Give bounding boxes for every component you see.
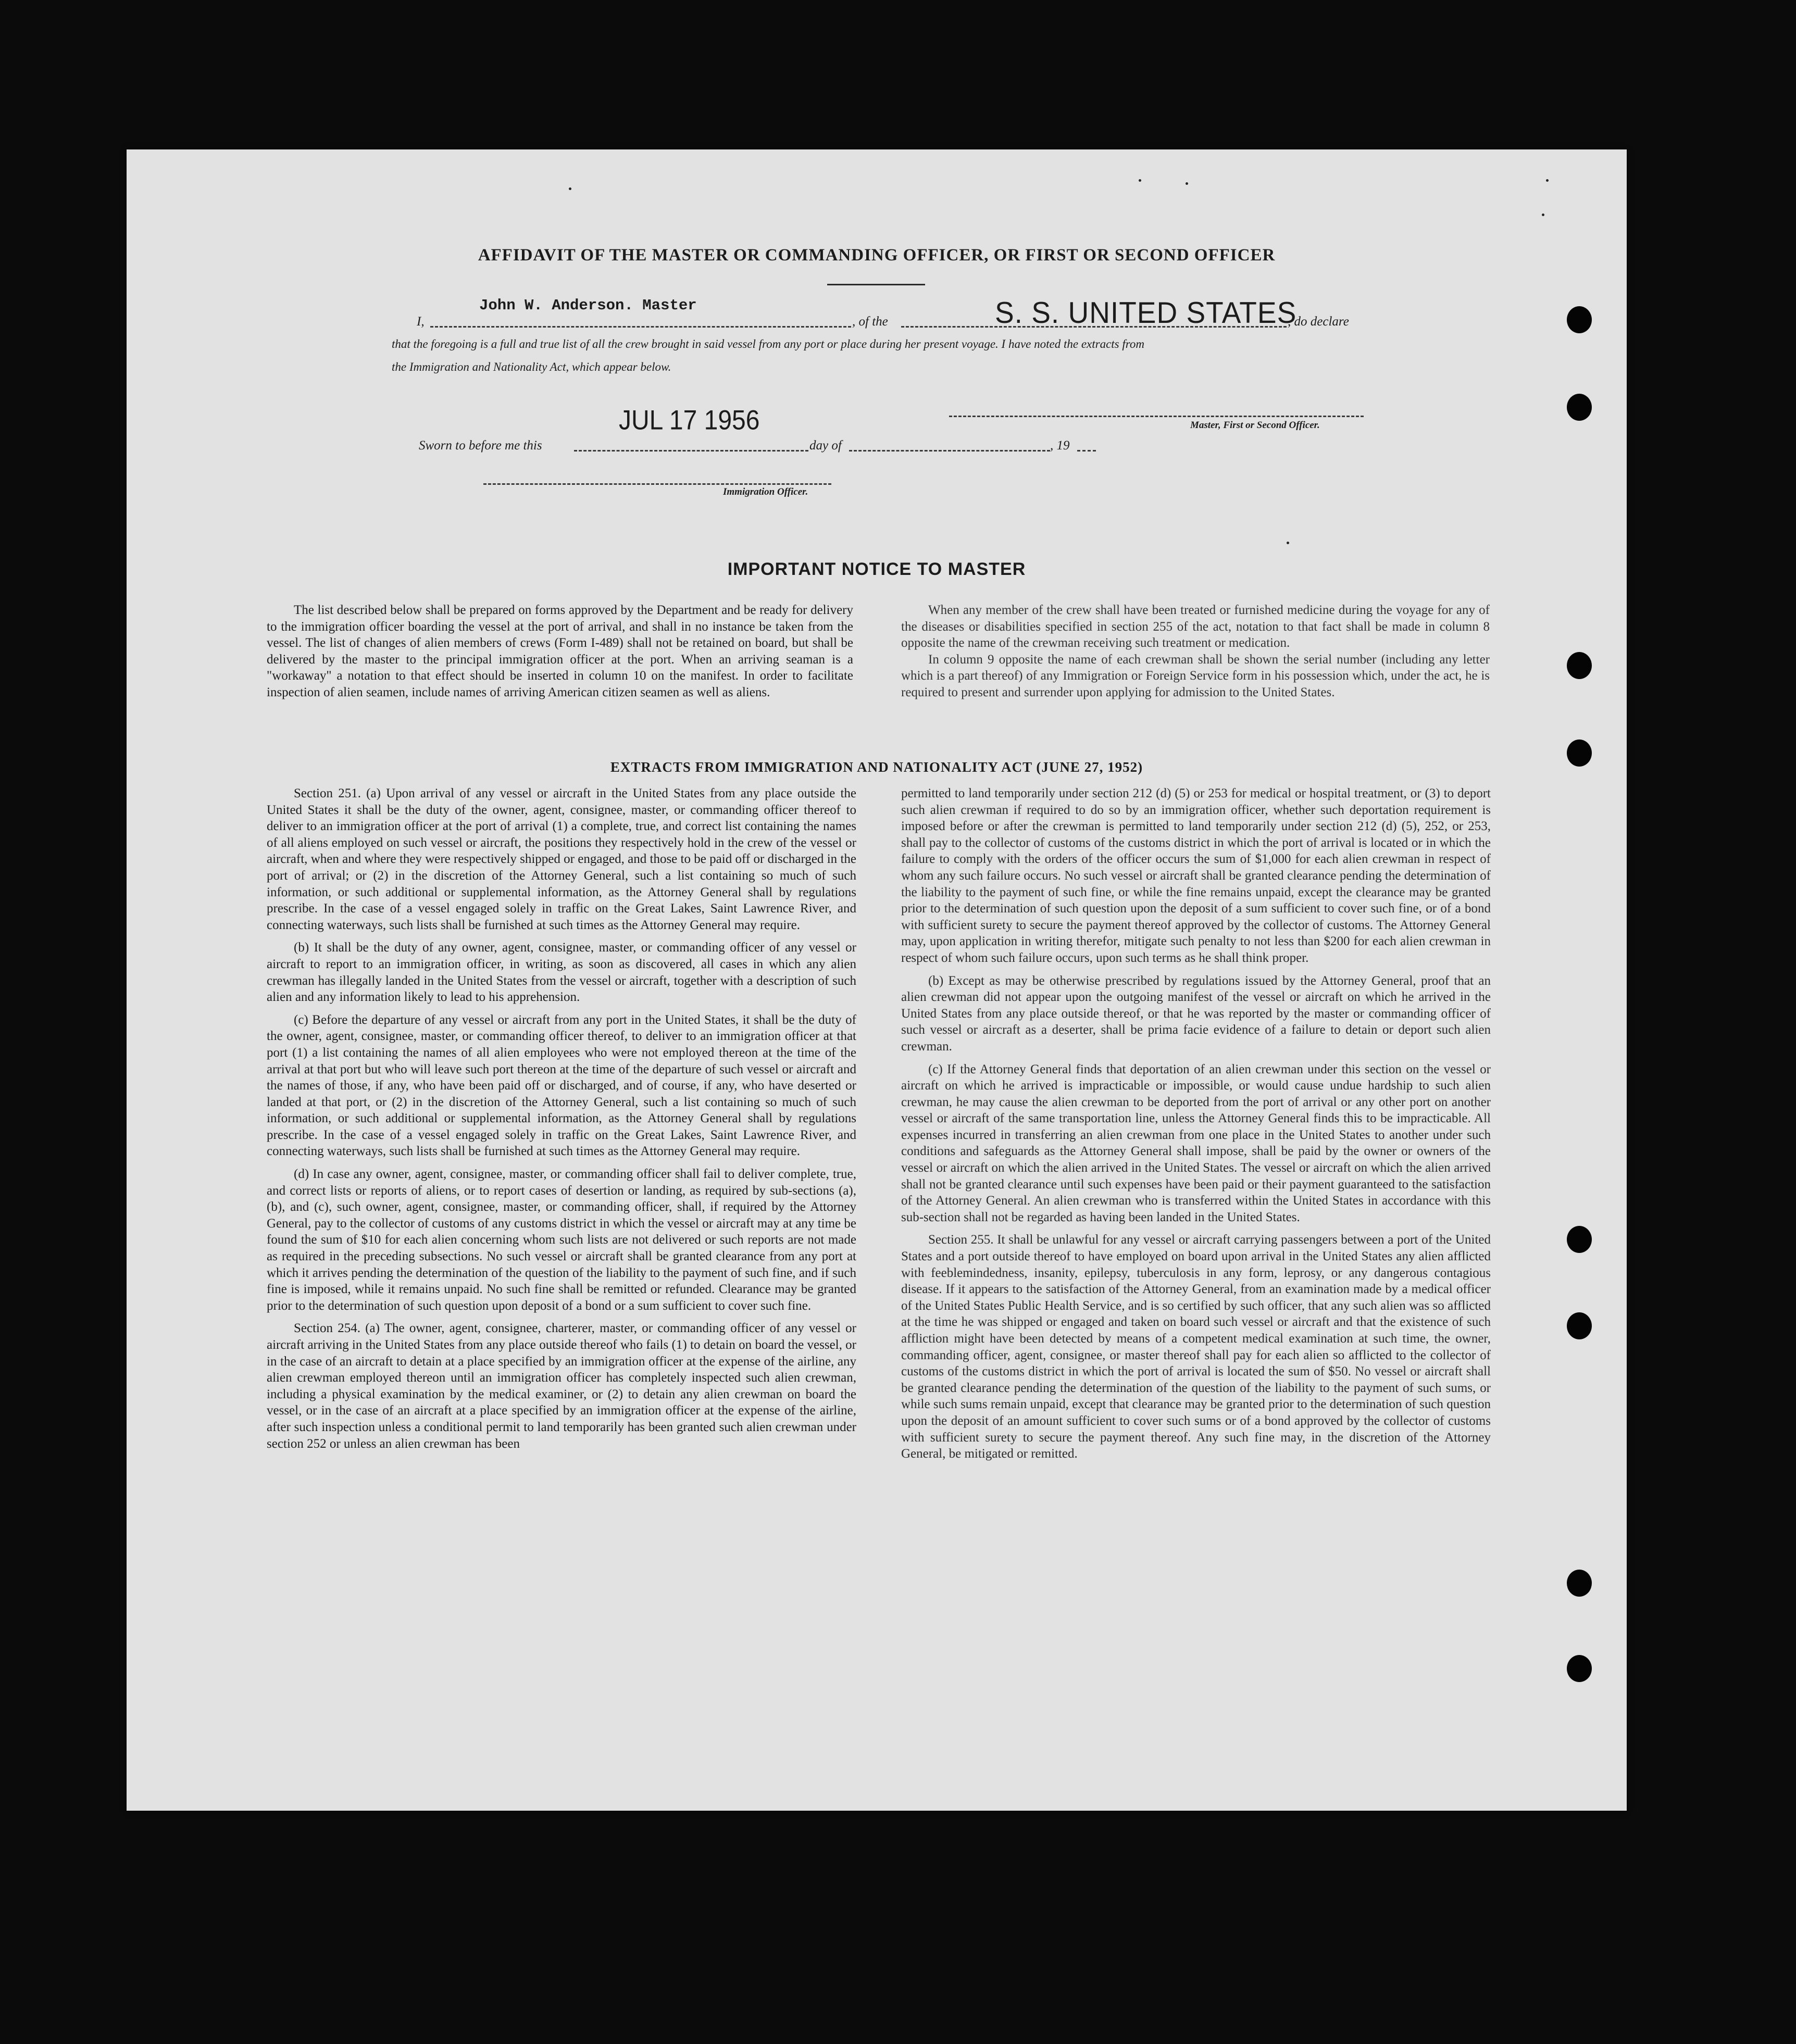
vessel-stamp: S. S. UNITED STATES: [995, 295, 1297, 330]
declaration-line-2: the Immigration and Nationality Act, which appear below.: [392, 360, 671, 373]
extracts-title: EXTRACTS FROM IMMIGRATION AND NATIONALITY ACT (JUNE 27, 1952): [610, 759, 1143, 775]
notice-right-paragraph-2: In column 9 opposite the name of each crewman shall be shown the serial number (including any letter which is a part thereof) of any Immigration or Foreign Service form in his possession which, under the act, he is required to present and surrender upon applying for admission to the United States.: [901, 652, 1490, 699]
binder-hole: [1567, 1570, 1592, 1597]
typed-name: John W. Anderson. Master: [479, 297, 697, 314]
binder-hole: [1567, 652, 1592, 679]
section-255: Section 255. It shall be unlawful for any vessel or aircraft carrying passengers between a port of the United States and a port outside thereof to have employed on board upon arrival in the United States any alien afflicted with feeblemindedness, insanity, epilepsy, tuberculosis in any form, leprosy, or any dangerous contagious disease. If it appears to the satisfaction of the Attorney General, from an examination made by a medical officer of the United States Public Health Service, and is so certified by such officer, that any such alien was so afflicted at the time he was shipped or engaged and taken on board such vessel or aircraft and that the existence of such affliction might have been detected by means of a competent medical examination at such time, the owner, commanding officer, agent, consignee, or master thereof shall pay for each alien so afflicted to the collector of customs of the customs district in which the port of arrival is located the sum of $50. No vessel or aircraft shall be granted clearance pending the determination of the question of the liability to the payment of such sums, or while such sums remain unpaid, except that clearance may be granted prior to the determination of such question upon the deposit of an amount sufficient to cover such sums or of a bond approved by the collector of customs with sufficient surety to secure the payment thereof. Any such fine may, in the discretion of the Attorney General, be mitigated or remitted.: [901, 1233, 1491, 1461]
section-251d: (d) In case any owner, agent, consignee, master, or commanding officer shall fail to deliver complete, true, and correct lists or reports of aliens, or to report cases of desertion or landing, as required by sub-sections (a), (b), and (c), such owner, agent, consignee, master, or commanding officer, shall, if required by the Attorney General, pay to the collector of customs of any customs district in which the vessel or aircraft may at any time be found the sum of $10 for each alien concerning whom such lists are not delivered or such reports are not made as required in the preceding subsections. No such vessel or aircraft shall be granted clearance from any port at which it arrives pending the determination of the question of the liability to the payment of such fine, and if such fine is imposed, while it remains unpaid. No such fine shall be remitted or refunded. Clearance may be granted prior to the determination of such question upon deposit of a bond or a sum sufficient to cover such fine.: [267, 1167, 856, 1313]
date-stamp: JUL 17 1956: [619, 405, 760, 436]
speck: [1542, 214, 1544, 216]
sworn-month-line: [849, 450, 1050, 452]
section-254a: Section 254. (a) The owner, agent, consignee, charterer, master, or commanding officer of any vessel or aircraft arriving in the United States from any place outside thereof who fails (1) to detain on board the vessel, or in the case of an aircraft to detain at a place specified by an immigration officer at the expense of the airline, any alien crewman employed thereon until an immigration officer has completely inspected such alien crewman, including a physical examination by the medical examiner, or (2) to detain any alien crewman on board the vessel, or in the case of an aircraft at a place specified by an immigration officer at the expense of the airline, after such inspection unless a conditional permit to land temporarily has been granted such alien crewman under section 252 or unless an alien crewman has been: [267, 1321, 856, 1451]
section-254c: (c) If the Attorney General finds that deportation of an alien crewman under this section on the vessel or aircraft on which he arrived is impracticable or impossible, or would cause undue hardship to such alien crewman, he may cause the alien crewman to be deported from the port of arrival or any other port on another vessel or aircraft of the same transportation line, unless the Attorney General finds this to be impracticable. All expenses incurred in transferring an alien crewman from one place in the United States to another under such conditions and safeguards as the Attorney General shall impose, shall be paid by the owner or owners of the vessel or aircraft on which the alien arrived in the United States. The vessel or aircraft on which the alien arrived shall not be granted clearance until such expenses have been paid or their payment guaranteed to the satisfaction of the Attorney General. An alien crewman who is transferred within the United States in accordance with this sub-section shall not be regarded as having been landed in the United States.: [901, 1062, 1491, 1224]
binder-hole: [1567, 1655, 1592, 1682]
section-251a: Section 251. (a) Upon arrival of any vessel or aircraft in the United States from any place outside the United States it shall be the duty of the owner, agent, consignee, master, or commanding officer thereof to deliver to an immigration officer at the port of arrival (1) a complete, true, and correct list containing the names of all aliens employed on such vessel or aircraft, the positions they respectively hold in the crew of the vessel or aircraft, when and where they were respectively shipped or engaged, and those to be paid off or discharged in the port of arrival; or (2) in the discretion of the Attorney General, such a list containing so much of such information, or such additional or supplemental information, as the Attorney General shall by regulations prescribe. In the case of a vessel engaged solely in traffic on the Great Lakes, Saint Lawrence River, and connecting waterways, such lists shall be furnished at such times as the Attorney General may require.: [267, 786, 856, 932]
section-251b: (b) It shall be the duty of any owner, agent, consignee, master, or commanding officer of any vessel or aircraft to report to an immigration officer, in writing, as soon as discovered, all cases in which any alien crewman has illegally landed in the United States from the vessel or aircraft, together with a description of such alien and any information likely to lead to his apprehension.: [267, 941, 856, 1005]
notice-left-column: [267, 602, 853, 707]
name-line: [430, 326, 851, 328]
binder-hole: [1567, 394, 1592, 421]
section-254a-continued: permitted to land temporarily under section 212 (d) (5) or 253 for medical or hospital treatment, or (3) to deport such alien crewman if required to do so by an immigration officer, whether such deportation requirement is imposed before or after the crewman is permitted to land temporarily under section 212 (d) (5), 252, or 253, shall pay to the collector of customs of the customs district in which the port of arrival is located or in which the failure to comply with the orders of the officer occurs the sum of $1,000 for each alien crewman in respect of whom any such failure occurs. No such vessel or aircraft shall be granted clearance pending the determination of the liability to the payment of such fine, or while the fine remains unpaid, except the clearance may be granted prior to the determination of such question upon the deposit of a sum sufficient to cover such fine, or of a bond with sufficient surety to secure the payment thereof approved by the collector of customs. The Attorney General may, upon application in writing therefor, mitigate such penalty to not less than $200 for each alien crewman in respect of whom such failure occurs, upon such terms as he shall think proper.: [901, 786, 1491, 965]
master-signature-label: Master, First or Second Officer.: [1190, 420, 1320, 431]
speck: [569, 187, 571, 190]
speck: [1186, 182, 1188, 185]
sworn-day-line: [574, 450, 808, 452]
notice-title: IMPORTANT NOTICE TO MASTER: [727, 559, 1026, 579]
title-underline: [827, 284, 925, 285]
sworn-label: Sworn to before me this: [419, 438, 542, 453]
year-prefix: , 19: [1050, 438, 1070, 453]
affidavit-title: AFFIDAVIT OF THE MASTER OR COMMANDING OFFICER, OR FIRST OR SECOND OFFICER: [478, 246, 1276, 265]
extracts-right-column: [901, 785, 1491, 1469]
year-line: [1077, 450, 1096, 452]
extracts-left-column: [267, 785, 856, 1458]
speck: [1139, 179, 1141, 182]
binder-hole: [1567, 1226, 1592, 1253]
master-signature-line: [949, 416, 1364, 417]
binder-hole: [1567, 306, 1592, 333]
speck: [1546, 179, 1549, 182]
notice-right-paragraph-1: When any member of the crew shall have been treated or furnished medicine during the voyage for any of the diseases or disabilities specified in section 255 of the act, notation to that fact shall be made in column 8 opposite the name of the crewman receiving such treatment or medication.: [901, 603, 1490, 650]
officer-signature-line: [483, 483, 831, 485]
notice-right-column: [901, 602, 1490, 707]
officer-signature-label: Immigration Officer.: [723, 486, 808, 497]
of-the-label: , of the: [852, 315, 888, 329]
notice-left-paragraph: The list described below shall be prepared on forms approved by the Department and be ready for delivery to the immigration officer boarding the vessel at the port of arrival, and shall in no instance be taken from the vessel. The list of changes of alien members of crews (Form I-489) shall not be retained on board, but shall be delivered by the master to the principal immigration officer at the port. When an arriving seaman is a "workaway" a notation to that effect should be inserted in column 10 on the manifest. In order to facilitate inspection of alien seamen, include names of arriving American citizen seamen as well as aliens.: [267, 603, 853, 699]
declaration-line-1: that the foregoing is a full and true list of all the crew brought in said vessel from any port or place during her present voyage. I have noted the extracts from: [392, 337, 1144, 350]
section-251c: (c) Before the departure of any vessel or aircraft from any port in the United States, it shall be the duty of the owner, agent, consignee, master, or commanding officer thereof, to deliver to an immigration officer at that port (1) a list containing the names of all alien employees who were not employed thereon at the time of the arrival at that port but who will leave such port thereon at the time of the departure of such vessel or aircraft and the names of those, if any, who have been paid off or discharged, and of course, if any, who have deserted or landed at that port, or (2) in the discretion of the Attorney General, such a list containing so much of such information, or such additional or supplemental information, as the Attorney General shall by regulations prescribe. In the case of a vessel engaged solely in traffic on the Great Lakes, Saint Lawrence River, and connecting waterways, such lists shall be furnished at such times as the Attorney General may require.: [267, 1012, 856, 1159]
section-254b: (b) Except as may be otherwise prescribed by regulations issued by the Attorney General, proof that an alien crewman did not appear upon the outgoing manifest of the vessel or aircraft on which he arrived in the United States from any place outside thereof, or that he was reported by the master or commanding officer of such vessel or aircraft as a deserter, shall be prima facie evidence of a failure to detain or deport such alien crewman.: [901, 973, 1491, 1054]
binder-hole: [1567, 1312, 1592, 1339]
do-declare-label: , do declare: [1288, 315, 1349, 329]
i-label: I,: [417, 315, 425, 329]
speck: [1287, 542, 1289, 544]
day-of-label: day of: [809, 438, 842, 453]
